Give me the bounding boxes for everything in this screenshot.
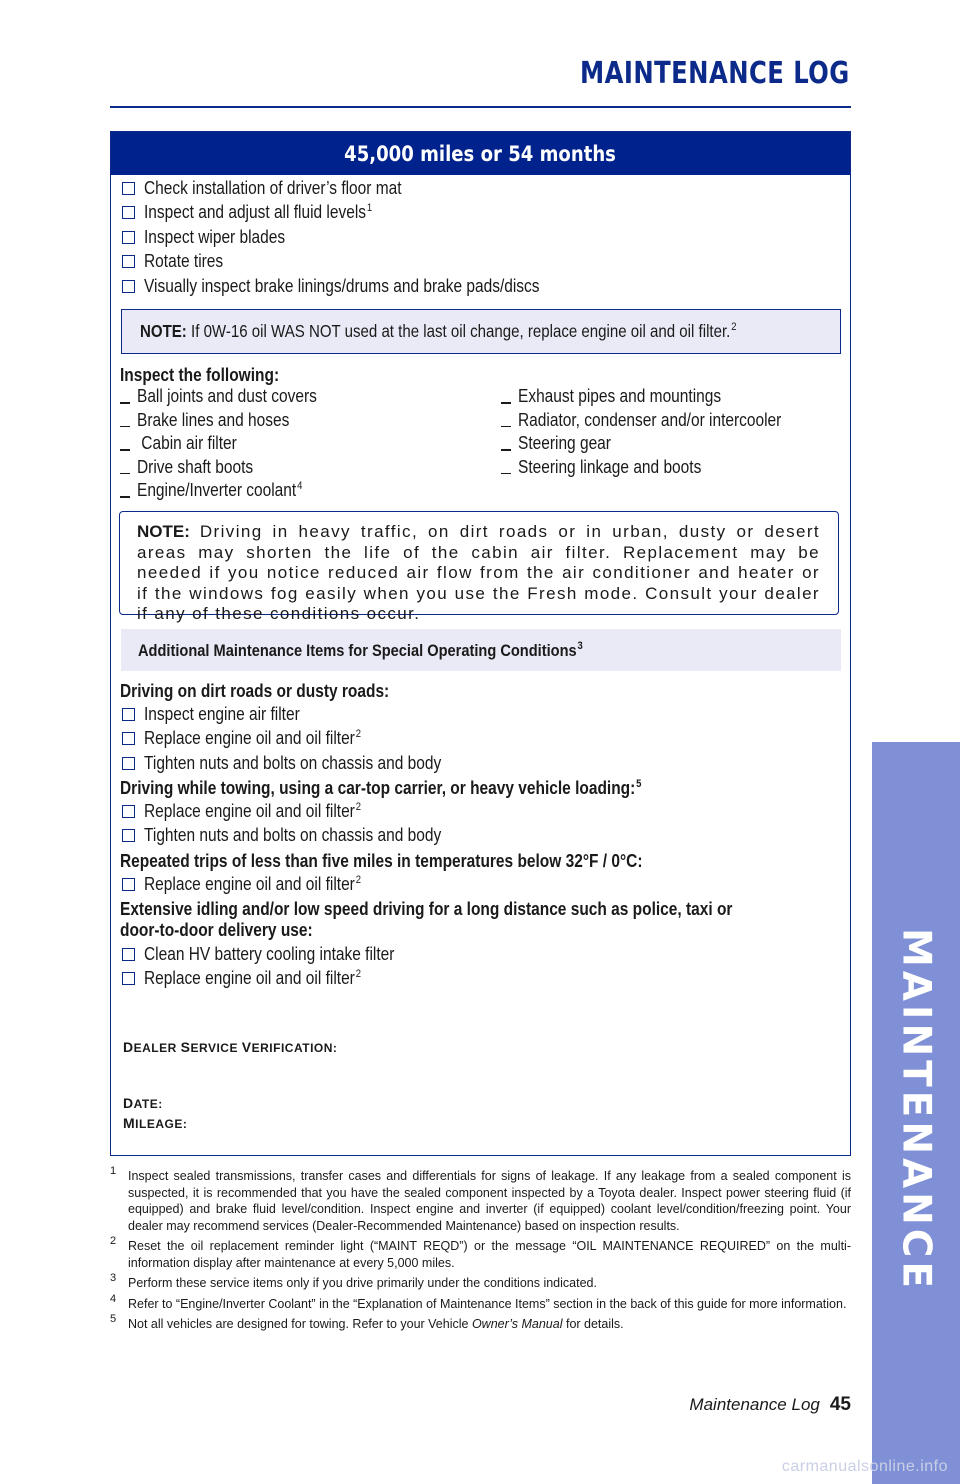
oil-note-text: If 0W-16 oil WAS NOT used at the last oil change, replace engine oil and oil filter. xyxy=(191,321,731,341)
checkbox[interactable] xyxy=(122,732,135,745)
checklist-item: Inspect engine air filter xyxy=(122,702,491,727)
checklist-item: Replace engine oil and oil filter$^2$ xyxy=(122,872,396,897)
inspect-item: Cabin air filter xyxy=(120,432,347,456)
condition-heading: Driving on dirt roads or dusty roads: xyxy=(120,681,390,701)
note-label: NOTE: xyxy=(140,321,187,341)
dash-mark xyxy=(120,496,130,498)
cabin-filter-note xyxy=(119,511,839,623)
condition-checklist xyxy=(122,799,491,848)
footer-section-label: Maintenance Log xyxy=(689,1395,820,1414)
inspect-list-left xyxy=(120,385,347,503)
date-label: DATE: xyxy=(123,1095,163,1111)
additional-maintenance-heading: Additional Maintenance Items for Special Operating Conditions$^3$ xyxy=(121,629,841,671)
service-checklist xyxy=(122,176,605,299)
page-footer xyxy=(689,1394,851,1416)
dash-mark xyxy=(120,426,130,428)
checkbox[interactable] xyxy=(122,878,135,891)
checklist-item: Check installation of driver’s floor mat xyxy=(122,176,605,201)
dash-mark xyxy=(120,473,130,475)
inspect-item: Steering linkage and boots xyxy=(501,456,825,480)
checklist-item: Clean HV battery cooling intake filter xyxy=(122,942,436,967)
checklist-item: Rotate tires xyxy=(122,250,605,275)
dash-mark xyxy=(501,473,511,475)
dash-mark xyxy=(501,426,511,428)
inspect-item: Exhaust pipes and mountings xyxy=(501,385,825,409)
checkbox[interactable] xyxy=(122,708,135,721)
mileage-label: MILEAGE: xyxy=(123,1115,188,1131)
inspect-item: Radiator, condenser and/or intercooler xyxy=(501,409,825,433)
inspect-item: Engine/Inverter coolant$^4$ xyxy=(120,479,347,503)
checklist-item: Tighten nuts and bolts on chassis and body xyxy=(122,751,491,776)
condition-heading: Extensive idling and/or low speed driving for a long distance such as police, taxi or xyxy=(120,899,733,919)
footnote: 5 Not all vehicles are designed for towing. Refer to your Vehicle Owner’s Manual for details. xyxy=(110,1313,624,1331)
footnote: 1 Inspect sealed transmissions, transfer cases and differentials for signs of leakage. If any leakage from a sealed component is suspected, it is recommended that you have the sealed component inspected by a Toyota dealer. Inspect power steering fluid (if equipped) and brake fluid level/condition. Inspect engine and inverter (if equipped) coolant level/condition/freezing point. Your dealer may recommend services (Dealer-Recommended Maintenance) based on inspection results. xyxy=(110,1165,851,1233)
footnote: 3 Perform these service items only if you drive primarily under the conditions indicated. xyxy=(110,1272,597,1290)
condition-checklist xyxy=(122,702,491,776)
inspect-item: Ball joints and dust covers xyxy=(120,385,347,409)
checkbox[interactable] xyxy=(122,182,135,195)
footnotes xyxy=(110,1165,851,1337)
inspect-item: Steering gear xyxy=(501,432,825,456)
dash-mark xyxy=(501,402,511,404)
inspect-item: Drive shaft boots xyxy=(120,456,347,480)
page-number: 45 xyxy=(829,1394,851,1415)
footnote: 4 Refer to “Engine/Inverter Coolant” in the “Explanation of Maintenance Items” section in the back of this guide for more information. xyxy=(110,1292,847,1311)
cabin-filter-note-text: Driving in heavy traffic, on dirt roads or in urban, dusty or desert areas may shorten the life of the cabin air filter. Replacement may be needed if you notice reduced air flow from the air conditioner and heater or if the windows fog easily when you use the Fresh mode. Consult your dealer if any of these conditions occur. xyxy=(137,522,821,623)
watermark: carmanualsonline.info xyxy=(781,1458,948,1475)
side-tab-label: MAINTENANCE xyxy=(893,927,939,1293)
title-divider xyxy=(110,106,851,108)
dash-mark xyxy=(501,449,511,451)
inspect-item: Brake lines and hoses xyxy=(120,409,347,433)
dash-mark xyxy=(120,402,130,404)
condition-checklist xyxy=(122,942,436,991)
checkbox[interactable] xyxy=(122,805,135,818)
checklist-item: Replace engine oil and oil filter$^2$ xyxy=(122,799,491,824)
oil-note: NOTE: If 0W-16 oil WAS NOT used at the last oil change, replace engine oil and oil filter.$^2$ xyxy=(121,309,841,354)
checkbox[interactable] xyxy=(122,231,135,244)
footnote: 2 Reset the oil replacement reminder light (“MAINT REQD”) or the message “OIL MAINTENANCE REQUIRED” on the multi-information display after maintenance at every 5,000 miles. xyxy=(110,1235,851,1270)
checkbox[interactable] xyxy=(122,757,135,770)
checkbox[interactable] xyxy=(122,206,135,219)
interval-header xyxy=(111,132,850,175)
checklist-item: Inspect and adjust all fluid levels$^1$ xyxy=(122,201,605,226)
condition-checklist xyxy=(122,872,396,897)
note-label: NOTE: xyxy=(137,522,190,541)
inspect-title: Inspect the following: xyxy=(120,365,280,385)
checkbox[interactable] xyxy=(122,280,135,293)
condition-heading-continued: door-to-door delivery use: xyxy=(120,920,313,940)
maintenance-interval-box xyxy=(110,131,851,1156)
dash-mark xyxy=(120,449,130,451)
condition-heading: Driving while towing, using a car-top carrier, or heavy vehicle loading:$^5$ xyxy=(120,778,642,798)
condition-heading: Repeated trips of less than five miles in temperatures below 32°F / 0°C: xyxy=(120,851,643,871)
checkbox[interactable] xyxy=(122,948,135,961)
checkbox[interactable] xyxy=(122,972,135,985)
checkbox[interactable] xyxy=(122,255,135,268)
checklist-item: Inspect wiper blades xyxy=(122,225,605,250)
checklist-item: Replace engine oil and oil filter$^2$ xyxy=(122,727,491,752)
section-side-tab[interactable] xyxy=(872,742,960,1484)
inspect-list-right xyxy=(501,385,825,479)
dealer-service-verification-label: DEALER SERVICE VERIFICATION: xyxy=(123,1039,338,1055)
checkbox[interactable] xyxy=(122,829,135,842)
interval-header-text: 45,000 miles or 54 months xyxy=(344,141,617,166)
checklist-item: Tighten nuts and bolts on chassis and body xyxy=(122,824,491,849)
page-title: MAINTENANCE LOG xyxy=(580,56,850,91)
checklist-item: Replace engine oil and oil filter$^2$ xyxy=(122,967,436,992)
checklist-item: Visually inspect brake linings/drums and brake pads/discs xyxy=(122,274,605,299)
